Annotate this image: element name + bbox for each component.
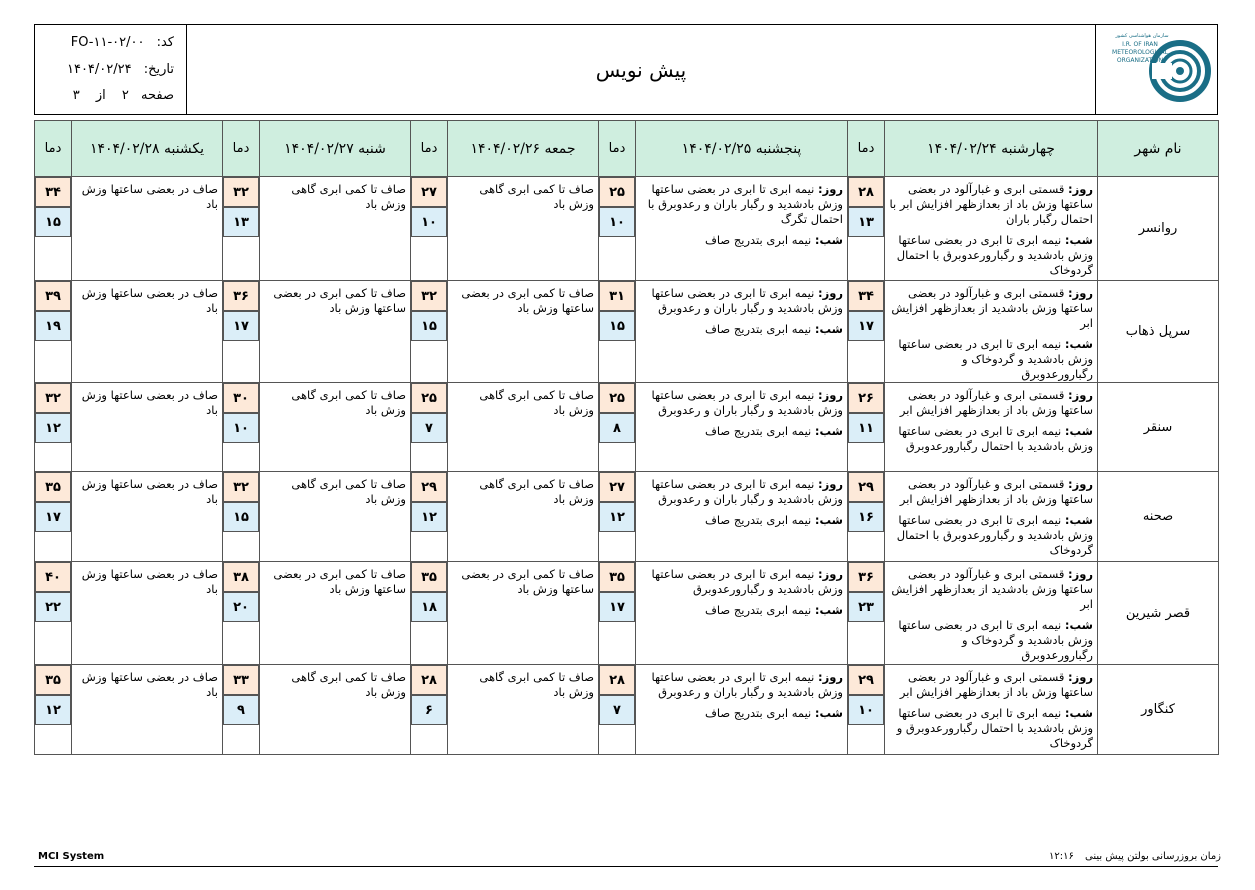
temp-cell-day4	[223, 383, 260, 472]
city-name: صحنه	[1098, 472, 1219, 562]
temp-cell-day1	[848, 665, 885, 755]
table-row	[35, 383, 1219, 472]
night-forecast-text: نیمه ابری تا ابری در بعضی ساعتها وزش بادشدید و رگبارورعدوبرق با احتمال گردوخاک	[896, 513, 1093, 557]
meteorological-organization-logo	[1096, 25, 1216, 113]
night-forecast-text: نیمه ابری تا ابری در بعضی ساعتها وزش بادشدید با احتمال رگبارورعدوبرق و گردوخاک	[896, 706, 1093, 750]
col-header-day: پنجشنبه ۱۴۰۴/۰۲/۲۵	[636, 121, 848, 177]
date-value: ۱۴۰۴/۰۲/۲۴	[66, 62, 132, 77]
night-forecast-text: نیمه ابری تا ابری در بعضی ساعتها وزش بادشدید و گردوخاک و رگبارورعدوبرق	[898, 618, 1093, 662]
day-label: روز:	[818, 388, 843, 402]
forecast-day1	[885, 383, 1098, 472]
col-header-temp: دما	[848, 121, 885, 177]
max-temp: ۳۸	[223, 562, 259, 592]
page-current: ۲	[121, 88, 129, 103]
page-of: از	[95, 88, 106, 103]
update-label: زمان بروزرسانی بولتن پیش بینی	[1085, 851, 1221, 862]
table-header-row	[35, 121, 1219, 177]
night-forecast-text: نیمه ابری تا ابری در بعضی ساعتها وزش بادشدید با احتمال رگبارورعدوبرق	[898, 424, 1093, 453]
min-temp: ۱۸	[411, 592, 447, 622]
min-temp: ۱۵	[411, 311, 447, 341]
day-label: روز:	[1068, 388, 1093, 402]
min-temp: ۱۰	[848, 695, 884, 725]
night-label: شب:	[1064, 337, 1093, 351]
header-meta	[35, 25, 187, 114]
forecast-day1	[885, 562, 1098, 665]
night-forecast-text: نیمه ابری تا ابری در بعضی ساعتها وزش بادشدید و گردوخاک و رگبارورعدوبرق	[898, 337, 1093, 381]
max-temp: ۲۸	[848, 177, 884, 207]
page-total: ۳	[72, 88, 80, 103]
max-temp: ۳۴	[848, 281, 884, 311]
forecast-day1	[885, 665, 1098, 755]
max-temp: ۳۳	[223, 665, 259, 695]
update-time: ۱۲:۱۶	[1049, 851, 1074, 862]
forecast-day5: صاف در بعضی ساعتها وزش باد	[72, 472, 223, 562]
night-forecast-text: نیمه ابری بتدریج صاف	[704, 513, 812, 527]
col-header-day: یکشنبه ۱۴۰۴/۰۲/۲۸	[72, 121, 223, 177]
forecast-day3: صاف تا کمی ابری گاهی وزش باد	[448, 177, 599, 281]
temp-cell-day4	[223, 177, 260, 281]
col-header-temp: دما	[35, 121, 72, 177]
min-temp: ۱۵	[599, 311, 635, 341]
max-temp: ۳۵	[411, 562, 447, 592]
forecast-day5: صاف در بعضی ساعتها وزش باد	[72, 177, 223, 281]
min-temp: ۱۵	[223, 502, 259, 532]
night-forecast-text: نیمه ابری تا ابری در بعضی ساعتها وزش بادشدید و رگبارورعدوبرق با احتمال گردوخاک	[896, 233, 1093, 277]
day-label: روز:	[1068, 286, 1093, 300]
max-temp: ۲۷	[599, 472, 635, 502]
night-label: شب:	[814, 513, 843, 527]
col-header-temp: دما	[411, 121, 448, 177]
temp-cell-day1	[848, 383, 885, 472]
city-name: سنقر	[1098, 383, 1219, 472]
day-forecast-text: نیمه ابری تا ابری در بعضی ساعتها وزش بادشدید و رگبار باران و رعدوبرق	[651, 477, 843, 506]
city-name: روانسر	[1098, 177, 1219, 281]
forecast-day3: صاف تا کمی ابری گاهی وزش باد	[448, 472, 599, 562]
forecast-day4: صاف تا کمی ابری گاهی وزش باد	[260, 383, 411, 472]
city-name: قصر شیرین	[1098, 562, 1219, 665]
forecast-day4: صاف تا کمی ابری گاهی وزش باد	[260, 665, 411, 755]
night-label: شب:	[814, 233, 843, 247]
max-temp: ۳۲	[411, 281, 447, 311]
temp-cell-day2	[599, 383, 636, 472]
temp-cell-day2	[599, 177, 636, 281]
day-label: روز:	[818, 670, 843, 684]
min-temp: ۷	[411, 413, 447, 443]
forecast-day2	[636, 383, 848, 472]
day-label: روز:	[818, 182, 843, 196]
day-label: روز:	[1068, 182, 1093, 196]
forecast-day3: صاف تا کمی ابری گاهی وزش باد	[448, 665, 599, 755]
night-label: شب:	[814, 322, 843, 336]
day-forecast-text: قسمتی ابری و غبارآلود در بعضی ساعتها وزش باد از بعدازظهر افزایش ابر	[899, 388, 1093, 417]
min-temp: ۱۲	[411, 502, 447, 532]
max-temp: ۲۹	[411, 472, 447, 502]
day-forecast-text: نیمه ابری تا ابری در بعضی ساعتها وزش بادشدید و رگبار باران و رعدوبرق	[651, 670, 843, 699]
day-forecast-text: قسمتی ابری و غبارآلود در بعضی ساعتها وزش باد از بعدازظهر افزایش ابر	[899, 670, 1093, 699]
min-temp: ۱۹	[35, 311, 71, 341]
min-temp: ۶	[411, 695, 447, 725]
temp-cell-day1	[848, 562, 885, 665]
min-temp: ۱۳	[848, 207, 884, 237]
svg-text:METEOROLOGICAL: METEOROLOGICAL	[1112, 49, 1168, 56]
forecast-day3: صاف تا کمی ابری در بعضی ساعتها وزش باد	[448, 562, 599, 665]
date-line	[67, 62, 174, 77]
temp-cell-day3	[411, 177, 448, 281]
day-forecast-text: قسمتی ابری و غبارآلود در بعضی ساعتها وزش باد از بعدازظهر افزایش ابر	[899, 477, 1093, 506]
forecast-table	[34, 120, 1219, 755]
night-label: شب:	[1064, 424, 1093, 438]
temp-cell-day2	[599, 665, 636, 755]
night-label: شب:	[1064, 706, 1093, 720]
min-temp: ۱۷	[599, 592, 635, 622]
max-temp: ۴۰	[35, 562, 71, 592]
update-info	[1049, 851, 1221, 862]
day-forecast-text: نیمه ابری تا ابری در بعضی ساعتها وزش بادشدید و رگبار باران و رعدوبرق با احتمال تگرگ	[647, 182, 843, 226]
min-temp: ۲۲	[35, 592, 71, 622]
col-header-day: شنبه ۱۴۰۴/۰۲/۲۷	[260, 121, 411, 177]
max-temp: ۲۸	[411, 665, 447, 695]
day-forecast-text: قسمتی ابری و غبارآلود در بعضی ساعتها وزش بادشدید از بعدازظهر افزایش ابر	[891, 286, 1093, 330]
min-temp: ۱۲	[599, 502, 635, 532]
night-label: شب:	[1064, 513, 1093, 527]
page-title: پیش نویس	[595, 57, 687, 82]
city-name: سرپل ذهاب	[1098, 281, 1219, 383]
temp-cell-day2	[599, 562, 636, 665]
temp-cell-day1	[848, 281, 885, 383]
temp-cell-day5	[35, 472, 72, 562]
forecast-day2	[636, 177, 848, 281]
col-header-temp: دما	[223, 121, 260, 177]
svg-text:ORGANIZATION: ORGANIZATION	[1116, 57, 1164, 64]
max-temp: ۳۲	[223, 472, 259, 502]
night-label: شب:	[814, 424, 843, 438]
code-label: کد:	[156, 35, 174, 50]
max-temp: ۳۵	[35, 472, 71, 502]
day-forecast-text: نیمه ابری تا ابری در بعضی ساعتها وزش بادشدید و رگبارورعدوبرق	[651, 567, 843, 596]
temp-cell-day4	[223, 665, 260, 755]
forecast-day1	[885, 281, 1098, 383]
svg-text:سازمان هواشناسی کشور: سازمان هواشناسی کشور	[1115, 33, 1169, 39]
day-forecast-text: نیمه ابری تا ابری در بعضی ساعتها وزش بادشدید و رگبار باران و رعدوبرق	[651, 388, 843, 417]
logo-area	[1095, 25, 1217, 114]
day-label: روز:	[818, 477, 843, 491]
min-temp: ۱۰	[411, 207, 447, 237]
max-temp: ۲۶	[848, 383, 884, 413]
forecast-day5: صاف در بعضی ساعتها وزش باد	[72, 562, 223, 665]
max-temp: ۳۱	[599, 281, 635, 311]
table-row	[35, 177, 1219, 281]
temp-cell-day2	[599, 472, 636, 562]
min-temp: ۲۰	[223, 592, 259, 622]
night-label: شب:	[814, 603, 843, 617]
temp-cell-day4	[223, 281, 260, 383]
max-temp: ۲۷	[411, 177, 447, 207]
forecast-day1	[885, 177, 1098, 281]
day-label: روز:	[818, 286, 843, 300]
date-label: تاریخ:	[143, 62, 174, 77]
max-temp: ۳۲	[223, 177, 259, 207]
temp-cell-day3	[411, 665, 448, 755]
day-label: روز:	[818, 567, 843, 581]
max-temp: ۳۰	[223, 383, 259, 413]
max-temp: ۲۵	[599, 383, 635, 413]
page-label: صفحه	[141, 88, 174, 103]
table-row	[35, 281, 1219, 383]
temp-cell-day4	[223, 472, 260, 562]
temp-cell-day1	[848, 177, 885, 281]
table-row	[35, 562, 1219, 665]
forecast-day4: صاف تا کمی ابری گاهی وزش باد	[260, 472, 411, 562]
min-temp: ۱۳	[223, 207, 259, 237]
night-forecast-text: نیمه ابری بتدریج صاف	[704, 424, 812, 438]
forecast-day2	[636, 562, 848, 665]
min-temp: ۲۳	[848, 592, 884, 622]
day-forecast-text: قسمتی ابری و غبارآلود در بعضی ساعتها وزش بادشدید از بعدازظهر افزایش ابر	[891, 567, 1093, 611]
forecast-day2	[636, 472, 848, 562]
max-temp: ۲۵	[411, 383, 447, 413]
day-forecast-text: قسمتی ابری و غبارآلود در بعضی ساعتها وزش باد از بعدازظهر افزایش ابر با احتمال رگبار باران	[889, 182, 1093, 226]
forecast-day2	[636, 281, 848, 383]
svg-text:I.R. OF IRAN: I.R. OF IRAN	[1122, 41, 1158, 48]
max-temp: ۳۴	[35, 177, 71, 207]
forecast-day5: صاف در بعضی ساعتها وزش باد	[72, 281, 223, 383]
night-forecast-text: نیمه ابری بتدریج صاف	[704, 322, 812, 336]
max-temp: ۳۶	[223, 281, 259, 311]
max-temp: ۲۹	[848, 472, 884, 502]
min-temp: ۱۰	[599, 207, 635, 237]
header-title-area	[187, 25, 1095, 114]
night-label: شب:	[1064, 233, 1093, 247]
min-temp: ۱۷	[35, 502, 71, 532]
day-label: روز:	[1068, 477, 1093, 491]
night-forecast-text: نیمه ابری بتدریج صاف	[704, 603, 812, 617]
forecast-day4: صاف تا کمی ابری گاهی وزش باد	[260, 177, 411, 281]
temp-cell-day3	[411, 383, 448, 472]
day-forecast-text: نیمه ابری تا ابری در بعضی ساعتها وزش بادشدید و رگبار باران و رعدوبرق	[651, 286, 843, 315]
code-value: FO-۱۱-۰۲/۰۰	[70, 35, 145, 50]
table-row	[35, 665, 1219, 755]
temp-cell-day1	[848, 472, 885, 562]
forecast-day4: صاف تا کمی ابری در بعضی ساعتها وزش باد	[260, 562, 411, 665]
temp-cell-day5	[35, 383, 72, 472]
forecast-day5: صاف در بعضی ساعتها وزش باد	[72, 383, 223, 472]
day-label: روز:	[1068, 670, 1093, 684]
night-forecast-text: نیمه ابری بتدریج صاف	[704, 706, 812, 720]
max-temp: ۳۲	[35, 383, 71, 413]
min-temp: ۱۲	[35, 695, 71, 725]
system-name: MCI System	[38, 851, 105, 862]
temp-cell-day5	[35, 562, 72, 665]
min-temp: ۸	[599, 413, 635, 443]
col-header-temp: دما	[599, 121, 636, 177]
forecast-day4: صاف تا کمی ابری در بعضی ساعتها وزش باد	[260, 281, 411, 383]
footer-divider	[34, 866, 1218, 867]
min-temp: ۷	[599, 695, 635, 725]
temp-cell-day4	[223, 562, 260, 665]
max-temp: ۳۶	[848, 562, 884, 592]
forecast-day3: صاف تا کمی ابری در بعضی ساعتها وزش باد	[448, 281, 599, 383]
min-temp: ۱۲	[35, 413, 71, 443]
forecast-day1	[885, 472, 1098, 562]
temp-cell-day3	[411, 281, 448, 383]
forecast-day3: صاف تا کمی ابری گاهی وزش باد	[448, 383, 599, 472]
min-temp: ۱۰	[223, 413, 259, 443]
max-temp: ۳۵	[599, 562, 635, 592]
temp-cell-day3	[411, 472, 448, 562]
temp-cell-day3	[411, 562, 448, 665]
forecast-day2	[636, 665, 848, 755]
min-temp: ۱۷	[223, 311, 259, 341]
max-temp: ۲۵	[599, 177, 635, 207]
document-header	[34, 24, 1218, 115]
page-line	[73, 88, 174, 103]
max-temp: ۳۵	[35, 665, 71, 695]
night-label: شب:	[1064, 618, 1093, 632]
col-header-city: نام شهر	[1098, 121, 1219, 177]
night-forecast-text: نیمه ابری بتدریج صاف	[704, 233, 812, 247]
min-temp: ۱۱	[848, 413, 884, 443]
temp-cell-day5	[35, 665, 72, 755]
col-header-day: جمعه ۱۴۰۴/۰۲/۲۶	[448, 121, 599, 177]
temp-cell-day2	[599, 281, 636, 383]
temp-cell-day5	[35, 281, 72, 383]
code-line	[71, 35, 174, 50]
max-temp: ۲۸	[599, 665, 635, 695]
table-row	[35, 472, 1219, 562]
col-header-day: چهارشنبه ۱۴۰۴/۰۲/۲۴	[885, 121, 1098, 177]
forecast-day5: صاف در بعضی ساعتها وزش باد	[72, 665, 223, 755]
max-temp: ۳۹	[35, 281, 71, 311]
max-temp: ۲۹	[848, 665, 884, 695]
temp-cell-day5	[35, 177, 72, 281]
day-label: روز:	[1068, 567, 1093, 581]
night-label: شب:	[814, 706, 843, 720]
city-name: کنگاور	[1098, 665, 1219, 755]
min-temp: ۱۵	[35, 207, 71, 237]
min-temp: ۱۶	[848, 502, 884, 532]
min-temp: ۹	[223, 695, 259, 725]
min-temp: ۱۷	[848, 311, 884, 341]
